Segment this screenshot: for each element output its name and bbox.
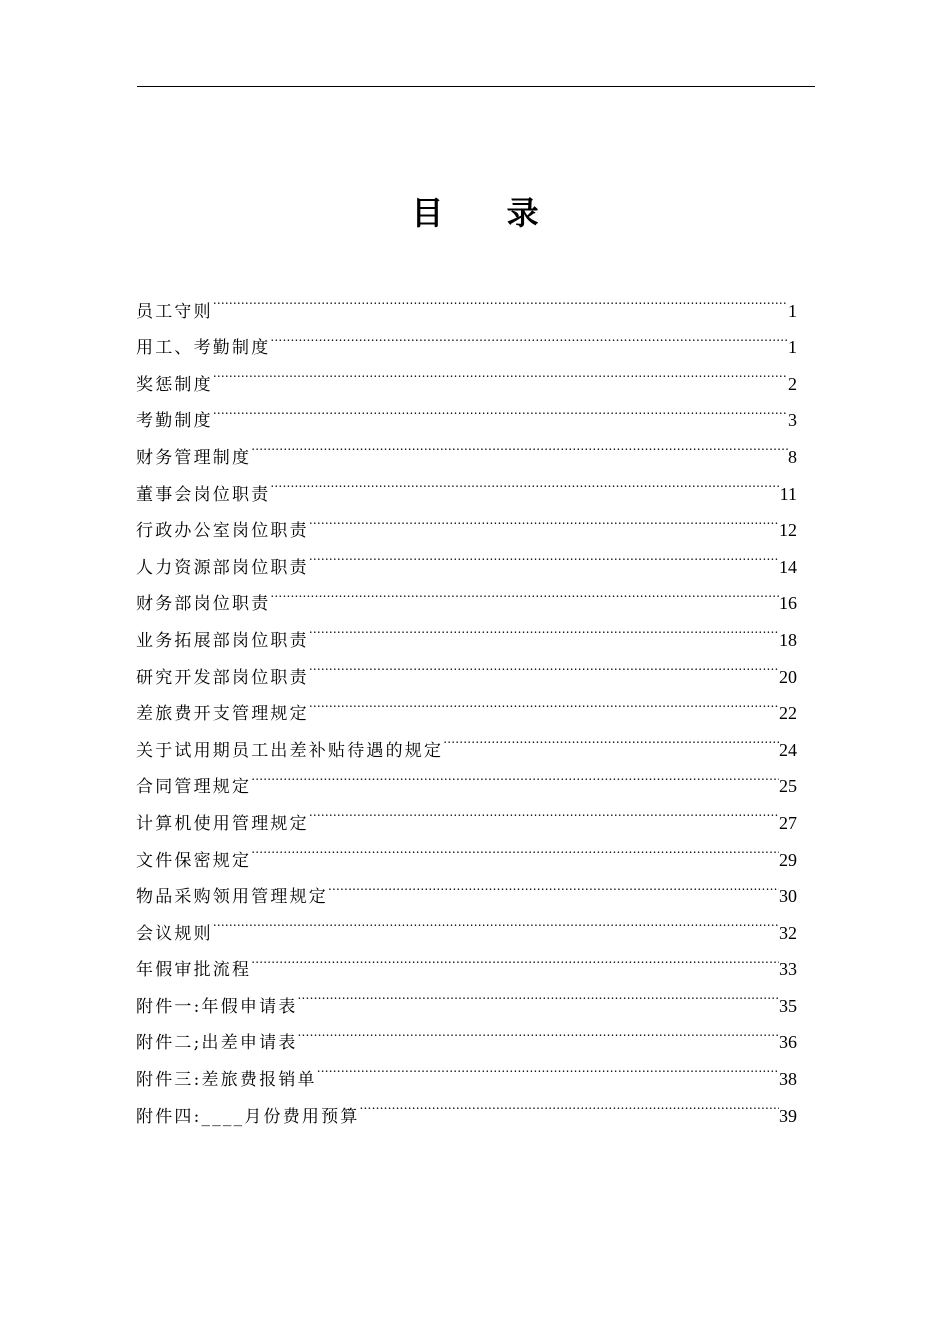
toc-entry-label: 研究开发部岗位职责 (136, 667, 309, 688)
toc-leader-dots (251, 829, 779, 866)
toc-entry-label: 奖惩制度 (136, 374, 213, 395)
toc-entry-page: 1 (788, 300, 797, 321)
toc-entry-page: 11 (779, 483, 797, 504)
toc-entry-label: 董事会岗位职责 (136, 484, 271, 505)
toc-leader-dots (309, 683, 779, 720)
toc-entry[interactable] (136, 317, 797, 359)
toc-leader-dots (251, 756, 779, 793)
toc-entry-page: 1 (788, 337, 797, 358)
toc-entry-page: 3 (788, 410, 797, 431)
toc-leader-dots (270, 317, 788, 354)
header-rule (137, 86, 815, 87)
toc-leader-dots (251, 426, 788, 463)
toc-entry-page: 35 (779, 995, 797, 1016)
toc-entry-label: 业务拓展部岗位职责 (136, 630, 309, 651)
toc-leader-dots (309, 646, 779, 683)
toc-entry-label: 计算机使用管理规定 (136, 813, 309, 834)
toc-list (136, 280, 797, 1127)
toc-entry-page: 30 (779, 886, 797, 907)
toc-entry-page: 18 (779, 629, 797, 650)
toc-entry-label: 行政办公室岗位职责 (136, 521, 309, 542)
toc-entry-label: 年假审批流程 (136, 960, 252, 981)
toc-leader-dots (309, 792, 779, 829)
toc-entry-page: 27 (779, 812, 797, 833)
page-title: 目 录 (411, 194, 565, 232)
toc-entry-page: 24 (779, 739, 797, 760)
toc-entry-label: 员工守则 (136, 301, 213, 322)
toc-entry[interactable] (136, 902, 797, 944)
toc-entry-label: 财务部岗位职责 (136, 594, 271, 615)
toc-entry-label: 考勤制度 (136, 411, 213, 432)
toc-entry-page: 25 (779, 776, 797, 797)
toc-entry[interactable] (136, 390, 797, 432)
toc-entry-page: 33 (779, 959, 797, 980)
toc-entry[interactable] (136, 426, 797, 468)
toc-entry[interactable] (136, 353, 797, 395)
toc-entry-page: 2 (788, 373, 797, 394)
toc-entry-page: 32 (779, 922, 797, 943)
toc-entry-label: 附件二;出差申请表 (136, 1033, 298, 1054)
toc-entry-label: 文件保密规定 (136, 850, 252, 871)
toc-entry-label: 附件一:年假申请表 (136, 996, 298, 1017)
toc-entry-label: 用工、考勤制度 (136, 338, 271, 359)
toc-entry-page: 22 (779, 703, 797, 724)
toc-entry-page: 20 (779, 666, 797, 687)
toc-entry-page: 8 (788, 446, 797, 467)
toc-leader-dots (213, 902, 779, 939)
toc-leader-dots (317, 1048, 779, 1085)
toc-leader-dots (360, 1085, 779, 1122)
toc-entry-page: 14 (779, 556, 797, 577)
toc-leader-dots (328, 866, 779, 903)
toc-entry-page: 12 (779, 520, 797, 541)
toc-leader-dots (443, 719, 779, 756)
toc-entry-label: 会议规则 (136, 923, 213, 944)
toc-entry-label: 人力资源部岗位职责 (136, 557, 309, 578)
toc-entry-label: 物品采购领用管理规定 (136, 887, 328, 908)
toc-entry-page: 39 (779, 1105, 797, 1126)
toc-entry-label: 附件三:差旅费报销单 (136, 1070, 317, 1091)
toc-leader-dots (213, 280, 788, 317)
toc-leader-dots (270, 573, 779, 610)
toc-entry[interactable] (136, 939, 797, 981)
toc-entry-label: 差旅费开支管理规定 (136, 704, 309, 725)
toc-leader-dots (270, 463, 779, 500)
toc-leader-dots (309, 500, 779, 537)
toc-leader-dots (309, 536, 779, 573)
toc-entry[interactable] (136, 280, 797, 322)
toc-entry-label: 财务管理制度 (136, 447, 252, 468)
toc-leader-dots (309, 609, 779, 646)
toc-entry-page: 36 (779, 1032, 797, 1053)
toc-entry-label: 关于试用期员工出差补贴待遇的规定 (136, 740, 444, 761)
toc-leader-dots (251, 939, 779, 976)
toc-entry-page: 16 (779, 593, 797, 614)
toc-leader-dots (213, 390, 788, 427)
toc-leader-dots (213, 353, 788, 390)
toc-entry-label: 合同管理规定 (136, 777, 252, 798)
toc-leader-dots (298, 1012, 779, 1049)
toc-entry-label: 附件四:____月份费用预算 (136, 1106, 360, 1127)
toc-entry-page: 38 (779, 1069, 797, 1090)
toc-leader-dots (298, 975, 779, 1012)
toc-entry-page: 29 (779, 849, 797, 870)
